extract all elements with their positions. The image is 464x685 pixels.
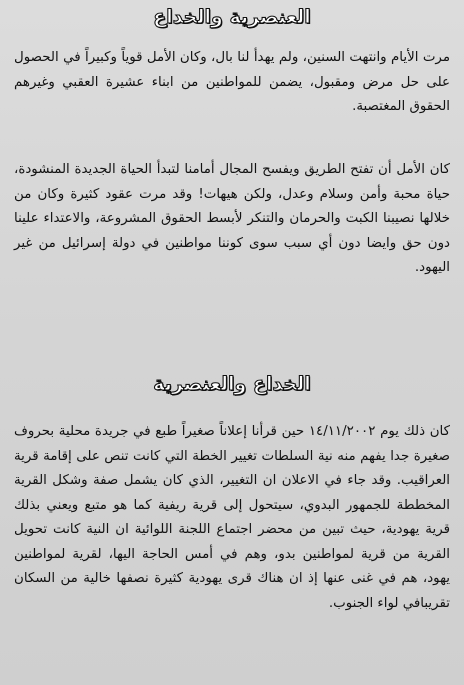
paragraph: كان ذلك يوم ١٤/١١/٢٠٠٢ حين قرأنا إعلاناً صغيراً طبع في جريدة محلية بحروف صغيرة جدا يفهم منه نية السلطات تغيير الخطة التي كانت تنص على إقامة قرية العراقيب. وقد جاء في الاعلان ان التغيير، الذي كان يشمل صفة وشكل القرية المخططة للجمهور البدوي، سيتحول إلى قرية ريفية كما هو متبع ويعني بذلك قرية يهودية، حيث تبين من محضر اجتماع اللجنة اللوائية ان النية كانت تحويل القرية من قرية لمواطنين بدو، وهم في أمس الحاجة اليها، لقرية لمواطنين يهود، هم في غنى عنها إذ ان هناك قرى يهودية كثيرة نصفها خالية من السكان تقريبافي لواء الجنوب. bbox=[14, 424, 450, 611]
paragraph: مرت الأيام وانتهت السنين، ولم يهدأ لنا بال، وكان الأمل قوياً وكبيراً في الحصول على حل مرض ومقبول، يضمن للمواطنين من ابناء عشيرة العقبي وغيرهم الحقوق المغتصبة. bbox=[14, 50, 450, 114]
paragraph: كان الأمل أن تفتح الطريق ويفسح المجال أمامنا لتبدأ الحياة الجديدة المنشودة، حياة محبة وأمن وسلام وعدل، ولكن هيهات! وقد مرت عقود كثيرة وكان من خلالها نصيبنا الكبت والحرمان والتنكر لأبسط الحقوق المشروعة، والاعتداء علينا دون حق وايضا دون أي سبب سوى كوننا مواطنين في دولة إسرائيل من غير اليهود. bbox=[14, 162, 450, 275]
section-title-deception-and-racism: الخداع والعنصرية bbox=[153, 373, 311, 395]
section-title-racism-and-deception: العنصرية والخداع bbox=[153, 6, 311, 28]
